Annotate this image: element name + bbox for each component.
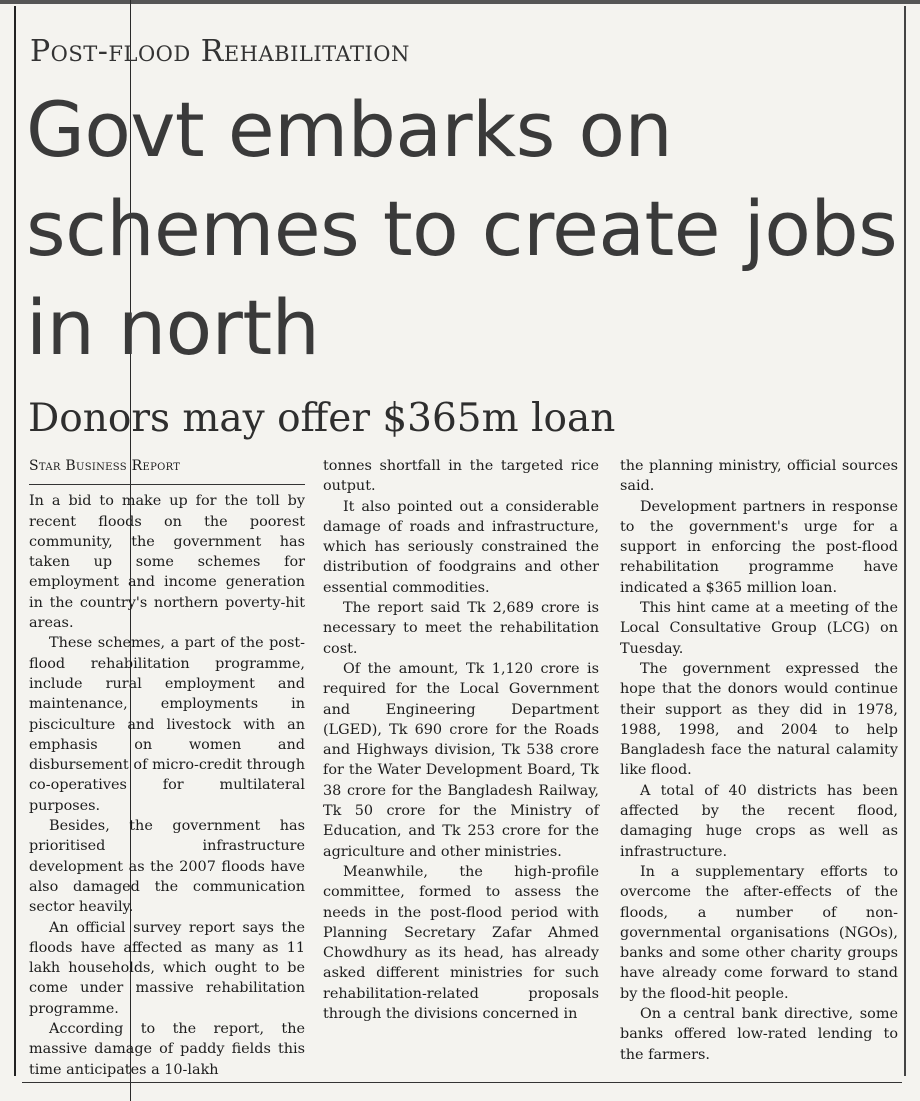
paragraph: The report said Tk 2,689 crore is necessary to meet the rehabilitation cost. [323, 600, 599, 657]
bottom-rule [22, 1082, 902, 1083]
paragraph: Of the amount, Tk 1,120 crore is required for the Local Government and Engineering Department (LGED), Tk 690 crore for the Roads and Highways division, Tk 538 crore for the Water Development Board, Tk 38 crore for the Bangladesh Railway, Tk 50 crore for the Ministry of Education, and Tk 253 crore for the agriculture and other ministries. [323, 660, 599, 860]
top-rule [0, 0, 920, 4]
paragraph: It also pointed out a considerable damage of roads and infrastructure, which has seriously constrained the distribution of foodgrains and other essential commodities. [323, 498, 599, 596]
headline: Govt embarks on schemes to create jobs in north [26, 85, 898, 372]
paragraph: This hint came at a meeting of the Local Consultative Group (LCG) on Tuesday. [620, 600, 898, 657]
paragraph: On a central bank directive, some banks offered low-rated lending to the farmers. [620, 1006, 898, 1063]
deck-subheadline: Donors may offer $365m loan [28, 396, 616, 441]
paragraph: According to the report, the massive damage of paddy fields this time anticipates a 10-lakh [29, 1021, 305, 1078]
left-border-rule [14, 6, 16, 1076]
column-1 [29, 456, 305, 1080]
paragraph: The government expressed the hope that the donors would continue their support as they did in 1978, 1988, 1998, and 2004 to help Bangladesh face the natural calamity like flood. [620, 660, 898, 779]
paragraph: These schemes, a part of the post-flood rehabilitation programme, include rural employment and maintenance, employments in pisciculture and livestock with an emphasis on women and disbursement of micro-credit through co-operatives for multilateral purposes. [29, 635, 305, 814]
kicker: Post-flood Rehabilitation [30, 34, 410, 69]
paragraph: tonnes shortfall in the targeted rice output. [323, 458, 599, 495]
paragraph: In a bid to make up for the toll by recent floods on the poorest community, the government has taken up some schemes for employment and income generation in the country's northern poverty-hit areas. [29, 493, 305, 632]
paragraph: Development partners in response to the government's urge for a support in enforcing the post-flood rehabilitation programme have indicated a $365 million loan. [620, 498, 898, 596]
paragraph: An official survey report says the floods have affected as many as 11 lakh households, which ought to be come under massive rehabilitation programme. [29, 919, 305, 1017]
paragraph: Besides, the government has prioritised infrastructure development as the 2007 floods have also damaged the communication sector heavily. [29, 818, 305, 916]
paragraph: Meanwhile, the high-profile committee, formed to assess the needs in the post-flood period with Planning Secretary Zafar Ahmed Chowdhury as its head, has already asked different ministries for such rehabilitation-related proposals through the divisions concerned in [323, 863, 599, 1023]
column-2 [323, 456, 599, 1024]
paragraph: the planning ministry, official sources said. [620, 458, 898, 495]
column-3 [620, 456, 898, 1065]
byline: Star Business Report [29, 456, 305, 485]
paragraph: In a supplementary efforts to overcome the after-effects of the floods, a number of non-governmental organisations (NGOs), banks and some other charity groups have already come forward to stand by the flood-hit people. [620, 863, 898, 1002]
paragraph: A total of 40 districts has been affected by the recent flood, damaging huge crops as well as infrastructure. [620, 782, 898, 860]
